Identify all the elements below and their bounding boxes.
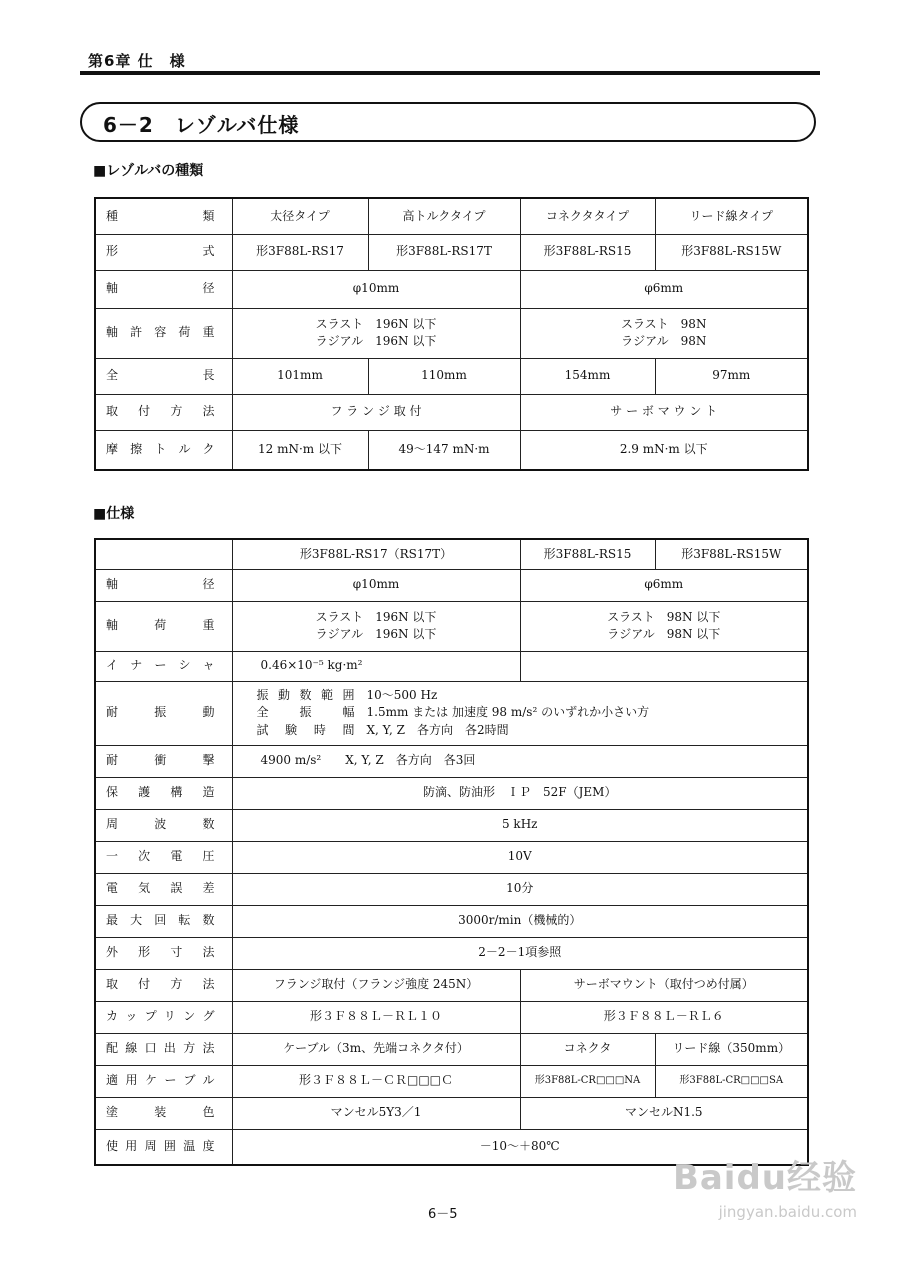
row-label: 摩擦トルク	[95, 430, 232, 470]
resolver-types-table	[94, 197, 809, 471]
table-row	[95, 905, 808, 937]
cell-line: スラスト 98N 以下	[607, 609, 721, 624]
table-row	[95, 841, 808, 873]
cell: 形3F88L-RS15W	[655, 539, 808, 569]
cell: 10分	[232, 873, 808, 905]
row-label: 種類	[95, 198, 232, 234]
row-label: 耐振動	[95, 681, 232, 745]
cell: φ6mm	[520, 569, 808, 601]
table-row	[95, 270, 808, 308]
vibration-line	[257, 704, 805, 721]
chapter-rule	[80, 71, 820, 75]
row-label: カップリング	[95, 1001, 232, 1033]
table-row	[95, 198, 808, 234]
row-label: 全長	[95, 358, 232, 394]
cell: φ10mm	[232, 270, 520, 308]
table-row	[95, 569, 808, 601]
row-label: イナーシャ	[95, 651, 232, 681]
cell-line: ラジアル 196N 以下	[315, 627, 437, 641]
table-row	[95, 539, 808, 569]
cell-line: スラスト 98N	[621, 316, 707, 331]
cell-line: ラジアル 98N 以下	[607, 627, 721, 641]
row-label: 取付方法	[95, 969, 232, 1001]
cell: 49～147 mN·m	[368, 430, 520, 470]
cell: 3000r/min（機械的）	[232, 905, 808, 937]
watermark	[673, 1150, 857, 1221]
vibration-value: 10～500 Hz	[366, 687, 438, 702]
cell	[520, 308, 808, 358]
cell: フ ラ ン ジ 取 付	[232, 394, 520, 430]
row-label: 軸荷重	[95, 601, 232, 651]
table-row	[95, 394, 808, 430]
table-row	[95, 234, 808, 270]
vibration-line	[257, 722, 805, 739]
table-row	[95, 937, 808, 969]
spec-heading: ■仕様	[93, 506, 135, 522]
cell: 97mm	[655, 358, 808, 394]
cell: 形3F88L-RS17（RS17T）	[232, 539, 520, 569]
cell: 形3F88L-RS17T	[368, 234, 520, 270]
cell: 形３Ｆ８８Ｌ－ＣＲ□□□Ｃ	[232, 1065, 520, 1097]
cell: ケーブル（3m、先端コネクタ付）	[232, 1033, 520, 1065]
row-label: 軸径	[95, 270, 232, 308]
cell: 10V	[232, 841, 808, 873]
table-row	[95, 430, 808, 470]
table-row	[95, 651, 808, 681]
table-row	[95, 1065, 808, 1097]
cell: フランジ取付（フランジ強度 245N）	[232, 969, 520, 1001]
cell: 154mm	[520, 358, 655, 394]
cell	[520, 601, 808, 651]
cell: 101mm	[232, 358, 368, 394]
cell: マンセル5Y3／1	[232, 1097, 520, 1129]
table-row	[95, 601, 808, 651]
page-number: 6－5	[428, 1207, 458, 1222]
cell: リード線（350mm）	[655, 1033, 808, 1065]
cell: 形3F88L-RS17	[232, 234, 368, 270]
row-label: 配線口出方法	[95, 1033, 232, 1065]
table-row	[95, 809, 808, 841]
cell: リード線タイプ	[655, 198, 808, 234]
row-label: 形式	[95, 234, 232, 270]
cell: φ6mm	[520, 270, 808, 308]
table-row	[95, 969, 808, 1001]
cell	[520, 651, 808, 681]
cell: 5 kHz	[232, 809, 808, 841]
cell: －10～＋80℃	[232, 1129, 808, 1165]
row-label: 保護構造	[95, 777, 232, 809]
cell: 110mm	[368, 358, 520, 394]
row-label: 最大回転数	[95, 905, 232, 937]
cell: 形3F88L-CR□□□NA	[520, 1065, 655, 1097]
row-label: 適用ケーブル	[95, 1065, 232, 1097]
row-label: 周波数	[95, 809, 232, 841]
cell-line: スラスト 196N 以下	[315, 316, 437, 331]
vibration-key: 振動数範囲	[256, 687, 355, 702]
cell: 0.46×10⁻⁵ kg·m²	[232, 651, 520, 681]
table-row	[95, 777, 808, 809]
cell: サーボマウント（取付つめ付属）	[520, 969, 808, 1001]
blank-header-cell	[95, 539, 232, 569]
vibration-line	[257, 687, 805, 704]
cell: コネクタタイプ	[520, 198, 655, 234]
row-label: 一次電圧	[95, 841, 232, 873]
table-row	[95, 358, 808, 394]
cell-line: ラジアル 196N 以下	[315, 334, 437, 348]
row-label: 軸許容荷重	[95, 308, 232, 358]
row-label: 塗装色	[95, 1097, 232, 1129]
cell: 形3F88L-CR□□□SA	[655, 1065, 808, 1097]
cell: 形3F88L-RS15	[520, 539, 655, 569]
cell: 4900 m/s² X, Y, Z 各方向 各3回	[232, 745, 808, 777]
types-heading: ■レゾルバの種類	[93, 163, 204, 179]
cell: 太径タイプ	[232, 198, 368, 234]
table-row	[95, 745, 808, 777]
row-label: 外形寸法	[95, 937, 232, 969]
table-row	[95, 681, 808, 745]
resolver-spec-table	[94, 538, 809, 1166]
cell: 高トルクタイプ	[368, 198, 520, 234]
cell: 12 mN·m 以下	[232, 430, 368, 470]
row-label: 電気誤差	[95, 873, 232, 905]
cell: φ10mm	[232, 569, 520, 601]
cell: サ ー ボ マ ウ ン ト	[520, 394, 808, 430]
cell	[232, 308, 520, 358]
cell: 形3F88L-RS15W	[655, 234, 808, 270]
vibration-value: 1.5mm または 加速度 98 m/s² のいずれか小さい方	[366, 705, 650, 720]
vibration-key: 全振幅	[256, 705, 355, 720]
cell: 防滴、防油形 ＩＰ 52F（JEM）	[232, 777, 808, 809]
table-row	[95, 1001, 808, 1033]
cell-line: ラジアル 98N	[621, 334, 707, 348]
cell: 形３Ｆ８８Ｌ－ＲＬ１０	[232, 1001, 520, 1033]
cell: 2.9 mN·m 以下	[520, 430, 808, 470]
chapter-header: 第6章 仕 様	[88, 52, 186, 70]
table-row	[95, 873, 808, 905]
cell: 形3F88L-RS15	[520, 234, 655, 270]
table-row	[95, 1097, 808, 1129]
cell: コネクタ	[520, 1033, 655, 1065]
cell: 2－2－1項参照	[232, 937, 808, 969]
row-label: 軸径	[95, 569, 232, 601]
table-row	[95, 1033, 808, 1065]
vibration-value: X, Y, Z 各方向 各2時間	[366, 722, 509, 737]
row-label: 取付方法	[95, 394, 232, 430]
vibration-key: 試験時間	[256, 722, 355, 737]
row-label: 耐衝撃	[95, 745, 232, 777]
watermark-brand: Baidu经验	[672, 1158, 857, 1198]
cell-line: スラスト 196N 以下	[315, 609, 437, 624]
watermark-url: jingyan.baidu.com	[718, 1203, 857, 1221]
section-title: 6－2 レゾルバ仕様	[103, 113, 300, 137]
cell: 形３Ｆ８８Ｌ－ＲＬ６	[520, 1001, 808, 1033]
row-label: 使用周囲温度	[95, 1129, 232, 1165]
cell	[232, 601, 520, 651]
vibration-cell	[232, 681, 808, 745]
table-row	[95, 308, 808, 358]
cell: マンセルN1.5	[520, 1097, 808, 1129]
